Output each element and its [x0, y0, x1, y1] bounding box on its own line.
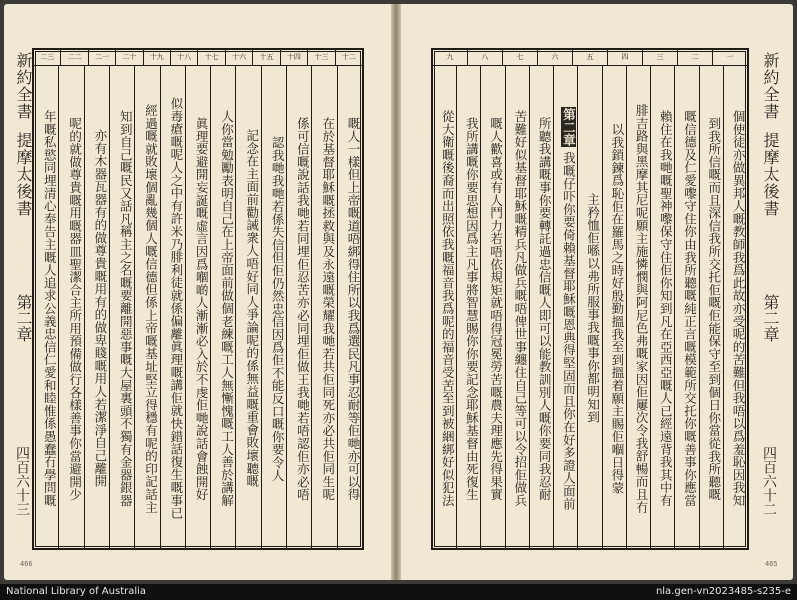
text-column: 係可信嘅說話我哋若同埋佢忍苦亦必同埋佢做王我哋若唔認佢亦必唔	[286, 66, 311, 548]
verse-number-cell: 五	[572, 50, 607, 65]
text-column: 嘅人一樣但上帝嘅道唔綁得住所以我爲選民凡事忍耐等佢哋亦可以得	[337, 66, 362, 548]
text-columns-right	[433, 66, 747, 548]
text-column: 年嘅私慾同埋清心奉告主嘅人追求公義忠信仁愛和睦惟係愚蠢冇學問嘅	[42, 110, 58, 507]
text-column: 所聽我講嘅事你要轉託過忠信嘅人即可以能教訓別人嘅你要同我忍耐	[529, 66, 553, 548]
text-column: 記念在主面前勸誡衆人唔好同人爭論呢的係無益嘅重會敗壞聽嘅	[235, 66, 260, 548]
verse-number-cell: 二一	[88, 50, 115, 65]
footer-library-name: National Library of Australia	[6, 586, 147, 597]
chapter-tag: 第二章	[561, 107, 577, 147]
verse-number-row-right	[433, 50, 747, 66]
verse-number-cell: 二	[677, 50, 712, 65]
left-page	[4, 4, 391, 580]
chapter-label-left: 第二章	[14, 294, 33, 342]
verse-number-cell: 三	[642, 50, 677, 65]
section-title-right: 提摩太後書	[761, 132, 780, 217]
text-column: 到我所信嘅而且深信我所交托佢嘅佢能保守至到個日你當從我所聽嘅	[699, 66, 723, 548]
verse-number-cell: 十三	[307, 50, 334, 65]
verse-number-cell: 七	[502, 50, 537, 65]
text-column: 個使徒亦做異邦人嘅教師我爲此故亦受呢的苦難但我唔以爲羞恥因我知	[723, 66, 747, 548]
footer-identifier: nla.gen-vn2023485-s235-e	[655, 586, 791, 597]
verse-number-cell: 二三	[40, 53, 55, 61]
section-title-left: 提摩太後書	[14, 132, 33, 217]
verse-number-row-left	[34, 50, 362, 66]
verse-number-cell: 十五	[252, 50, 279, 65]
text-column: 眞理要避開妄誕嘅虛言因爲嗰啲人漸漸必入於不虔佢哋說話會蝕開好	[185, 66, 210, 548]
right-page	[401, 4, 793, 580]
text-column: 認我哋我哋若係失信但佢仍然忠信因爲佢不能反口嘅你要令人	[261, 66, 286, 548]
text-frame-left	[32, 48, 364, 550]
text-column: 亦有木器瓦器有的做尊貴嘅用有的做卑賤嘅用人若潔淨自己離開	[84, 66, 109, 548]
verse-number-cell: 二十	[115, 50, 142, 65]
text-column	[553, 66, 577, 548]
text-column: 賴住在我哋嘅聖神嚟保守住佢你知到凡在亞西亞嘅人已經遠背我其中有	[650, 66, 674, 548]
text-column: 人你當勉勵表明自己在上帝面前做個老練嘅工人無慚愧嘅工人善於講解	[210, 66, 235, 548]
verse-number-cell: 十四	[280, 50, 307, 65]
verse-number-cell: 十九	[143, 50, 170, 65]
chapter-label-right: 第二章	[761, 294, 780, 342]
text-column: 在於基督耶穌嘅拯救與及永遠嘅榮耀我哋若共佢同死亦必共佢同生呢	[311, 66, 336, 548]
verse-number-cell: 八	[467, 50, 502, 65]
text-frame-right	[431, 48, 749, 550]
verse-number-cell: 九	[446, 53, 454, 61]
text-columns-left	[34, 66, 362, 548]
book-gutter	[391, 4, 401, 580]
verse-number-cell: 二二	[60, 50, 87, 65]
book-title-right: 新約全書	[761, 52, 780, 120]
text-column: 腓吉路與黑摩其尼呢願主施憐憫與阿尼色弗嘅家因佢屢次令我舒暢而且冇	[626, 66, 650, 548]
verse-number-cell: 十二	[335, 50, 362, 65]
corner-mark-right: 465	[765, 560, 778, 568]
verse-number-cell: 十八	[170, 50, 197, 65]
page-number-right: 四百六十二	[761, 446, 777, 516]
text-column: 呢的就做尊貴嘅用嘅器皿聖潔合主所用預備做行各樣善事你當避開少	[58, 66, 83, 548]
book-title-left: 新約全書	[14, 52, 33, 120]
text-column: 嘅人歡喜或有人鬥力若唔依規矩就唔得冠冕勞苦嘅農夫理應先得果實	[480, 66, 504, 548]
verse-number-cell: 四	[607, 50, 642, 65]
text-column: 我所講嘅你要思想因爲主凡事將智慧賜你你要記念耶穌基督由死復生	[456, 66, 480, 548]
text-column: 主矜恤佢喺以弗所服事我嘅事你都明知到	[577, 66, 601, 548]
text-column: 以我鎖鍊爲恥佢在羅馬之時好殷勤搵我至到搵着願主賜佢嗰日得蒙	[602, 66, 626, 548]
page-number-left: 四百六十三	[14, 446, 30, 516]
text-column: 苦難好似基督耶穌嘅精兵凡做兵嘅唔俾世事纏住自己等可以令招佢做兵	[505, 66, 529, 548]
text-column: 似毒瘡嘅呢人之中有許米乃腓利徒就係偏離眞理嘅講佢就快錯話復生嘅事已	[160, 66, 185, 548]
library-footer	[0, 584, 797, 600]
corner-mark-left: 466	[20, 560, 33, 568]
verse-number-cell: 六	[537, 50, 572, 65]
text-column: 知到自己嘅民又話凡稱主之名嘅要離開惡事嘅大屋裏頭不獨有金器銀器	[109, 66, 134, 548]
text-column: 經過嘅就敗壞個亂幾個人嘅信德但係上帝嘅基址堅立得穩有呢的印記話主	[134, 66, 159, 548]
verse-number-cell: 一	[712, 50, 747, 65]
text-column: 嘅信德及仁愛嚟守住你由我所聽嘅純正言嘅模範所交托你嘅善事你應當	[674, 66, 698, 548]
verse-number-cell: 十六	[225, 50, 252, 65]
text-column: 從大衛嘅後裔而出照依我嘅福音我爲呢的福音受苦至到被綑綁好似犯法	[440, 110, 456, 507]
column-text: 我嘅仔吓你要倚賴基督耶穌嘅恩典得堅固而且你在好多證人面前	[561, 147, 577, 511]
verse-number-cell: 十七	[197, 50, 224, 65]
